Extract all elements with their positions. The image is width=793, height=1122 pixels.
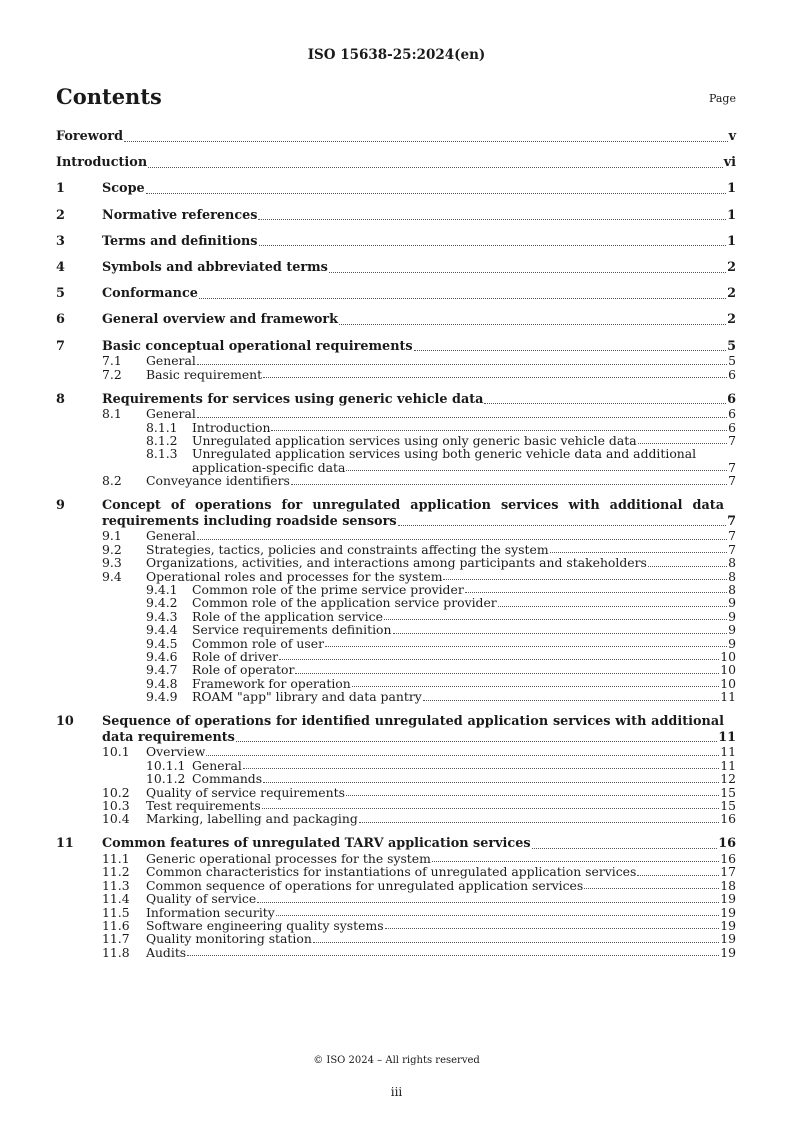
toc-entry-page: 6: [727, 391, 736, 407]
toc-entry-number: 5: [56, 286, 65, 302]
dot-leader: [443, 579, 727, 580]
dot-leader: [258, 219, 726, 220]
toc-entry-title-continued: data requirements: [102, 729, 235, 745]
toc-entry-number: 8.1: [102, 406, 122, 422]
toc-entry[interactable]: [56, 690, 736, 703]
toc-entry[interactable]: [56, 543, 736, 556]
toc-entry-number: 4: [56, 259, 65, 275]
toc-entry-title: Marking, labelling and packaging: [146, 811, 358, 827]
toc-entry-title: Basic requirement: [146, 366, 263, 382]
toc-entry-title: Normative references: [102, 207, 258, 223]
toc-entry[interactable]: [56, 623, 736, 636]
dot-leader: [346, 470, 727, 471]
toc-entry-page: 6: [728, 406, 736, 422]
dot-leader: [637, 875, 719, 876]
toc-entry-number: 10.3: [102, 798, 130, 813]
toc-entry-page: 5: [727, 338, 736, 354]
toc-entry[interactable]: [56, 312, 736, 328]
dot-leader: [352, 686, 719, 687]
toc-entry[interactable]: [56, 650, 736, 663]
toc-entry-title: Unregulated application services using both generic vehicle data and additional: [192, 446, 697, 462]
toc-entry-title: Common sequence of operations for unregulated application services: [146, 877, 584, 893]
toc-entry-page: 7: [727, 513, 736, 529]
toc-entry-page: 11: [720, 689, 736, 705]
toc-entry[interactable]: [56, 447, 736, 460]
toc-entry[interactable]: [56, 836, 736, 852]
toc-entry-number: 9.3: [102, 555, 122, 571]
toc-entry-number: 10.4: [102, 811, 130, 827]
toc-entry-page: 16: [720, 851, 736, 866]
toc-entry-page: 7: [728, 473, 736, 489]
dot-leader: [484, 403, 726, 404]
toc-entry-number: 8.1.3: [146, 446, 178, 462]
toc-entry-title: Audits: [146, 944, 187, 960]
toc-entry-number: 9.4.9: [146, 689, 178, 705]
toc-entry-number: 2: [56, 207, 65, 223]
toc-entry-title: Common role of the prime service provider: [192, 581, 464, 597]
toc-entry[interactable]: [56, 919, 736, 932]
toc-entry-number: 9.4: [102, 568, 122, 584]
toc-entry-number: 10.2: [102, 784, 130, 800]
toc-entry-page: 11: [718, 729, 736, 745]
toc-entry-page: 6: [728, 419, 736, 435]
toc-entry[interactable]: [56, 392, 736, 408]
toc-entry-title: Conformance: [102, 286, 198, 302]
toc-entry-page: 11: [720, 744, 736, 760]
toc-entry-number: 11.6: [102, 918, 130, 934]
toc-entry-title: Commands: [192, 771, 263, 787]
toc-entry-title: Introduction: [192, 419, 271, 435]
dot-leader: [359, 822, 719, 823]
dot-leader: [146, 193, 726, 194]
dot-leader: [263, 377, 727, 378]
toc-entry-number: 9.4.7: [146, 662, 178, 678]
toc-entry-page: 7: [728, 528, 736, 544]
page-column-label: Page: [708, 92, 736, 105]
toc-entry-title: Role of the application service: [192, 608, 383, 624]
toc-entry[interactable]: [56, 208, 736, 224]
toc-entry-title: Quality monitoring station: [146, 931, 312, 947]
toc-entry-number: 8: [56, 391, 65, 407]
toc-entry-title: General: [192, 757, 242, 773]
toc-entry[interactable]: [56, 596, 736, 609]
toc-entry-title: Unregulated application services using only generic basic vehicle data: [192, 432, 637, 448]
toc-entry[interactable]: [56, 865, 736, 878]
dot-leader: [197, 539, 727, 540]
toc-entry-title: Framework for operation: [192, 675, 351, 691]
toc-entry-page: 8: [728, 568, 736, 584]
toc-entry[interactable]: [56, 759, 736, 772]
toc-entry[interactable]: [56, 498, 736, 514]
dot-leader: [325, 646, 727, 647]
toc-entry[interactable]: [56, 181, 736, 197]
toc-entry-page: 8: [728, 581, 736, 597]
toc-entry[interactable]: [56, 286, 736, 302]
toc-entry-title: General: [146, 353, 196, 369]
toc-entry-page: 7: [728, 541, 736, 557]
toc-entry-title: Scope: [102, 181, 145, 197]
toc-entry-number: 11: [56, 836, 74, 852]
toc-entry-page: 17: [720, 864, 736, 880]
dot-leader: [276, 915, 719, 916]
toc-entry-number: 6: [56, 312, 65, 328]
toc-entry[interactable]: [56, 637, 736, 650]
dot-leader: [414, 350, 726, 351]
toc-entry[interactable]: [56, 556, 736, 569]
toc-entry-title: Symbols and abbreviated terms: [102, 259, 328, 275]
toc-entry-title: Strategies, tactics, policies and constraints affecting the system: [146, 541, 549, 557]
toc-entry-page: 6: [728, 366, 736, 382]
toc-entry[interactable]: [56, 570, 736, 583]
dot-leader: [271, 430, 727, 431]
toc-entry[interactable]: [56, 610, 736, 623]
toc-entry-number: 10: [56, 714, 74, 730]
dot-leader: [550, 552, 728, 553]
toc-entry[interactable]: [56, 407, 736, 420]
toc-entry-number: 10.1.1: [146, 757, 186, 773]
toc-entry[interactable]: [56, 772, 736, 785]
toc-entry-page: 2: [727, 286, 736, 302]
page-number: iii: [390, 1085, 403, 1099]
toc-entry-page: 1: [727, 207, 736, 223]
dot-leader: [393, 633, 728, 634]
toc-entry[interactable]: [56, 730, 736, 746]
toc-entry-title: Role of driver: [192, 648, 279, 664]
toc-entry-title: Terms and definitions: [102, 233, 258, 249]
toc-entry-title: Common characteristics for instantiations of unregulated application services: [146, 864, 637, 880]
toc-entry-title: Quality of service requirements: [146, 784, 345, 800]
dot-leader: [346, 795, 719, 796]
toc-entry-number: 11.4: [102, 891, 130, 907]
toc-entry[interactable]: [56, 474, 736, 487]
toc-entry-number: 9.4.6: [146, 648, 178, 664]
toc-entry-page: 1: [727, 233, 736, 249]
toc-entry-title: General overview and framework: [102, 312, 339, 328]
toc-entry-page: 9: [728, 595, 736, 611]
toc-entry-title: Common features of unregulated TARV application services: [102, 836, 531, 852]
toc-entry[interactable]: [56, 812, 736, 825]
toc-entry-title: Foreword: [56, 129, 124, 144]
dot-leader: [148, 167, 723, 168]
toc-entry-title: Test requirements: [146, 798, 261, 813]
toc-entry-title: Generic operational processes for the system: [146, 851, 431, 866]
toc-entry[interactable]: [56, 906, 736, 919]
toc-entry-number: 8.1.1: [146, 419, 178, 435]
toc-entry-page: 8: [728, 555, 736, 571]
toc-entry-number: 9.4.4: [146, 622, 178, 638]
toc-entry[interactable]: [56, 339, 736, 355]
toc-entry-page: 19: [720, 931, 736, 947]
dot-leader: [648, 566, 727, 567]
toc-entry-number: 1: [56, 181, 65, 197]
dot-leader: [384, 619, 727, 620]
toc-entry[interactable]: [56, 892, 736, 905]
dot-leader: [584, 888, 719, 889]
dot-leader: [197, 364, 727, 365]
toc-entry-title: Operational roles and processes for the system: [146, 568, 443, 584]
dot-leader: [398, 525, 727, 526]
toc-entry-title-continued: requirements including roadside sensors: [102, 513, 397, 529]
dot-leader: [279, 659, 719, 660]
toc-entry-title: Service requirements definition: [192, 622, 392, 638]
toc-entry-page: 16: [718, 836, 736, 852]
toc-entry-title: Organizations, activities, and interactions among participants and stakeholders: [146, 555, 647, 571]
toc-entry[interactable]: [56, 260, 736, 276]
toc-entry-page: 9: [728, 608, 736, 624]
toc-entry-title: Role of operator: [192, 662, 295, 678]
dot-leader: [295, 673, 719, 674]
toc-entry-number: 8.1.2: [146, 432, 178, 448]
toc-entry[interactable]: [56, 799, 736, 812]
toc-entry[interactable]: [56, 583, 736, 596]
copyright-footer: © ISO 2024 – All rights reserved: [313, 1055, 480, 1066]
toc-entry-page: 19: [720, 891, 736, 907]
toc-entry[interactable]: [56, 677, 736, 690]
toc-entry-page: 9: [728, 622, 736, 638]
toc-entry-number: 9: [56, 498, 65, 514]
toc-entry[interactable]: [56, 663, 736, 676]
toc-entry-number: 7.2: [102, 366, 122, 382]
contents-title: Contents: [56, 84, 162, 109]
toc-entry-number: 9.4.8: [146, 675, 178, 691]
toc-entry-page: 10: [720, 675, 736, 691]
dot-leader: [313, 942, 719, 943]
toc-entry-number: 11.7: [102, 931, 130, 947]
dot-leader: [259, 245, 727, 246]
dot-leader: [432, 861, 719, 862]
dot-leader: [262, 808, 720, 809]
toc-entry-page: 2: [727, 259, 736, 275]
dot-leader: [498, 606, 727, 607]
toc-entry[interactable]: [56, 932, 736, 945]
toc-entry-title: Software engineering quality systems: [146, 918, 384, 934]
toc-entry[interactable]: [56, 368, 736, 381]
toc-entry-title: Information security: [146, 904, 275, 920]
toc-entry-title: ROAM "app" library and data pantry: [192, 689, 422, 705]
dot-leader: [423, 700, 719, 701]
toc-entry-number: 11.2: [102, 864, 130, 880]
dot-leader: [236, 741, 717, 742]
toc-entry-number: 10.1: [102, 744, 130, 760]
dot-leader: [385, 928, 720, 929]
document-header: ISO 15638-25:2024(en): [307, 47, 486, 63]
toc-entry-page: 18: [720, 877, 736, 893]
toc-entry-number: 10.1.2: [146, 771, 186, 787]
dot-leader: [197, 417, 727, 418]
toc-entry-page: 16: [720, 811, 736, 827]
toc-entry-number: 9.4.1: [146, 581, 178, 597]
toc-entry-page: 1: [727, 181, 736, 197]
toc-entry-number: 11.3: [102, 877, 130, 893]
toc-entry-page: 19: [720, 918, 736, 934]
toc-entry-number: 9.4.5: [146, 635, 178, 651]
toc-entry[interactable]: [56, 946, 736, 959]
toc-entry[interactable]: [56, 155, 736, 171]
toc-entry[interactable]: [56, 514, 736, 530]
toc-entry-page: 19: [720, 944, 736, 960]
dot-leader: [465, 592, 727, 593]
toc-entry[interactable]: [56, 852, 736, 865]
toc-entry-number: 9.4.3: [146, 608, 178, 624]
dot-leader: [199, 298, 726, 299]
dot-leader: [243, 768, 719, 769]
toc-entry-title: Quality of service: [146, 891, 257, 907]
toc-entry-number: 7.1: [102, 353, 122, 369]
toc-entry[interactable]: [56, 461, 736, 474]
toc-entry-title: Requirements for services using generic vehicle data: [102, 391, 484, 407]
toc-entry-number: 3: [56, 233, 65, 249]
toc-entry-number: 7: [56, 338, 65, 354]
dot-leader: [291, 484, 727, 485]
dot-leader: [339, 324, 726, 325]
dot-leader: [329, 272, 726, 273]
dot-leader: [187, 955, 719, 956]
toc-entry-number: 9.4.2: [146, 595, 178, 611]
toc-entry-title: Basic conceptual operational requirements: [102, 338, 413, 354]
toc-entry-page: 19: [720, 904, 736, 920]
toc-entry-page: 12: [720, 771, 736, 787]
toc-entry-number: 11.8: [102, 944, 130, 960]
toc-entry-page: 7: [728, 459, 736, 475]
toc-entry-page: 10: [720, 662, 736, 678]
toc-entry[interactable]: [56, 745, 736, 758]
toc-entry-page: 11: [720, 757, 736, 773]
toc-entry-page: 9: [728, 635, 736, 651]
toc-entry[interactable]: [56, 786, 736, 799]
toc-entry-title: Concept of operations for unregulated application services with additional data: [102, 498, 724, 514]
toc-entry-title: Overview: [146, 744, 206, 760]
toc-entry-title: Sequence of operations for identified unregulated application services with additional: [102, 714, 724, 730]
toc-entry[interactable]: [56, 434, 736, 447]
toc-entry[interactable]: [56, 421, 736, 434]
dot-leader: [638, 443, 728, 444]
dot-leader: [206, 755, 719, 756]
toc-entry[interactable]: [56, 879, 736, 892]
toc-entry-title: General: [146, 528, 196, 544]
table-of-contents: [56, 129, 736, 959]
toc-entry-title-continued: application-specific data: [192, 459, 346, 475]
toc-entry-number: 9.2: [102, 541, 122, 557]
toc-entry-page: 15: [720, 784, 736, 800]
toc-entry[interactable]: [56, 354, 736, 367]
dot-leader: [263, 782, 719, 783]
toc-entry-title: Introduction: [56, 155, 148, 171]
toc-entry-title: Common role of the application service provider: [192, 595, 497, 611]
toc-entry-number: 11.1: [102, 851, 130, 866]
dot-leader: [124, 141, 728, 142]
toc-entry[interactable]: [56, 234, 736, 250]
toc-entry-page: 2: [727, 312, 736, 328]
toc-entry-title: General: [146, 406, 196, 422]
toc-entry-number: 9.1: [102, 528, 122, 544]
toc-entry-page: 10: [720, 648, 736, 664]
toc-entry-title: Common role of user: [192, 635, 325, 651]
toc-entry-page: 7: [728, 432, 736, 448]
toc-entry-page: 15: [720, 798, 736, 813]
dot-leader: [257, 902, 719, 903]
toc-entry-page: v: [728, 129, 736, 144]
toc-entry-page: 5: [728, 353, 736, 369]
toc-entry[interactable]: [56, 714, 736, 730]
toc-entry-page: vi: [723, 155, 736, 171]
toc-entry-title: Conveyance identifiers: [146, 473, 290, 489]
toc-entry-number: 11.5: [102, 904, 130, 920]
toc-entry-number: 8.2: [102, 473, 122, 489]
dot-leader: [532, 848, 718, 849]
toc-entry[interactable]: [56, 129, 736, 145]
toc-entry[interactable]: [56, 529, 736, 542]
